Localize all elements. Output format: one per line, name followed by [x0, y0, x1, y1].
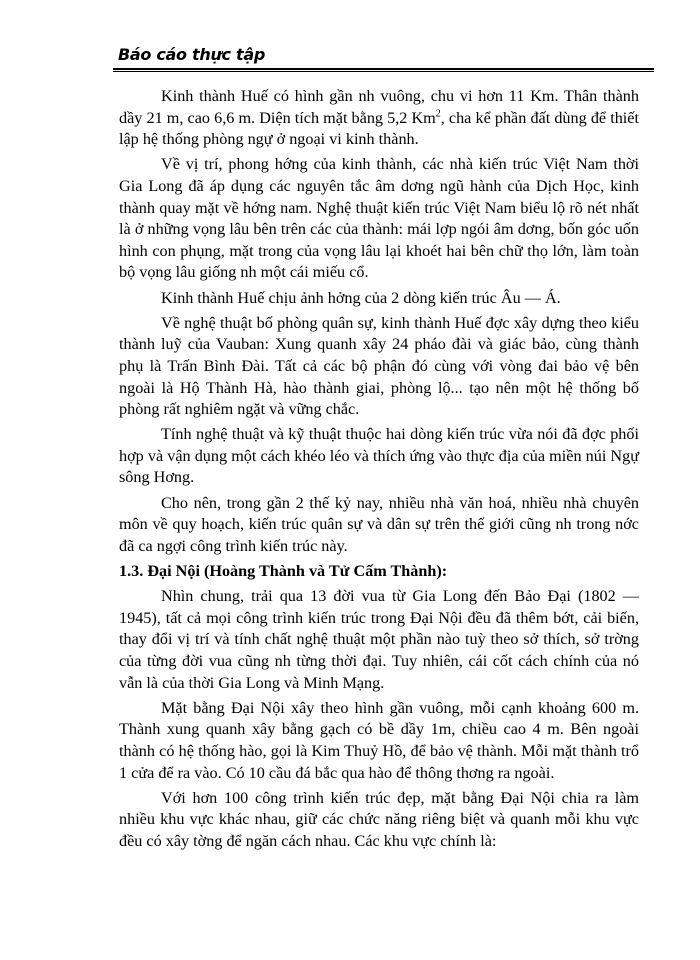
paragraph-influence: Kinh thành Huế chịu ảnh hởng của 2 dòng kiến trúc Âu — Á. — [161, 288, 561, 307]
header-title: Báo cáo thực tập — [118, 45, 265, 64]
paragraph-orientation: Về vị trí, phong hớng của kinh thành, các nhà kiến trúc Việt Nam thời Gia Long đã áp dụng các nguyên tắc âm dơng ngũ hành của Dịch Học, kinh thành quay mặt về hớng nam. Nghệ thuật kiến trúc Việt Nam biểu lộ rõ nét nhất là ở những vọng lâu bên trên các của thành: mái lợp ngói âm dơng, bốn góc uốn hình con phụng, mặt trong của vọng lâu lại khoét hai bên chữ thọ lớn, làm toàn bộ vọng lâu giống nh một cái miếu cổ. — [119, 155, 639, 282]
paragraph-areas: Với hơn 100 công trình kiến trúc đẹp, mặt bằng Đại Nội chia ra làm nhiều khu vực khác nhau, giữ các chức năng riêng biệt và quanh mỗi khu vực đều có xây tờng để ngăn cách nhau. Các khu vực chính là: — [119, 788, 639, 850]
paragraph-layout: Mặt bằng Đại Nội xây theo hình gần vuông, mỗi cạnh khoảng 600 m. Thành xung quanh xây bằng gạch có bề dầy 1m, chiều cao 4 m. Bên ngoài thành có hệ thống hào, gọi là Kim Thuỷ Hồ, để bảo vệ thành. Mỗi mặt thành trổ 1 cửa để ra vào. Có 10 cầu đá bắc qua hào để thông thơng ra ngoài. — [119, 698, 639, 782]
page-header — [113, 44, 653, 68]
paragraph-art-technique: Tính nghệ thuật và kỹ thuật thuộc hai dòng kiến trúc vừa nói đã đợc phối hợp và vận dụng một cách khéo léo và thích ứng vào thực địa của miền núi Ngự sông Hơng. — [119, 425, 639, 487]
paragraph-city-overview — [119, 86, 639, 151]
paragraph-military-defense: Về nghệ thuật bố phòng quân sự, kinh thành Huế đợc xây dựng theo kiểu thành luỹ của Vauban: Xung quanh xây 24 pháo đài và giác bảo, cùng thành phụ là Trấn Bình Đài. Tất cả các bộ phận đó cùng với vòng đai bảo vệ bên ngoài là Hộ Thành Hà, hào thành giai, phòng lộ... tạo nên một hệ thống bố phòng rất nghiêm ngặt và vững chắc. — [119, 313, 639, 419]
paragraph-city-overview-text: Kinh thành Huế có hình gần nh vuông, chu vi hơn 11 Km. Thân thành dầy 21 m, cao 6,6 m. Diện tích mặt bằng 5,2 Km — [119, 87, 639, 127]
paragraph-dynasties: Nhìn chung, trải qua 13 đời vua từ Gia Long đến Bảo Đại (1802 — 1945), tất cả mọi công trình kiến trúc trong Đại Nội đều đã thêm bớt, cải biến, thay đổi vị trí và tính chất nghệ thuật một phần nào tuỳ theo sở thích, sở trờng của từng đời vua cũng nh từng thời đại. Tuy nhiên, cái cốt cách chính của nó vẫn là của thời Gia Long và Minh Mạng. — [119, 587, 639, 692]
paragraph-praise: Cho nên, trong gần 2 thế kỷ nay, nhiều nhà văn hoá, nhiều nhà chuyên môn về quy hoạch, kiến trúc quân sự và dân sự trên thế giới cũng nh trong nớc đã ca ngợi công trình kiến trúc này. — [119, 493, 639, 555]
section-heading: 1.3. Đại Nội (Hoàng Thành và Tử Cấm Thành): — [119, 562, 448, 581]
document-body — [119, 86, 639, 856]
header-divider — [113, 68, 654, 72]
paragraph-city-overview-text-end: , cha kể phần đất dùng để thiết lập hệ thống phòng ngự ở ngoại vi kinh thành. — [119, 108, 639, 149]
superscript-2: 2 — [435, 108, 441, 120]
